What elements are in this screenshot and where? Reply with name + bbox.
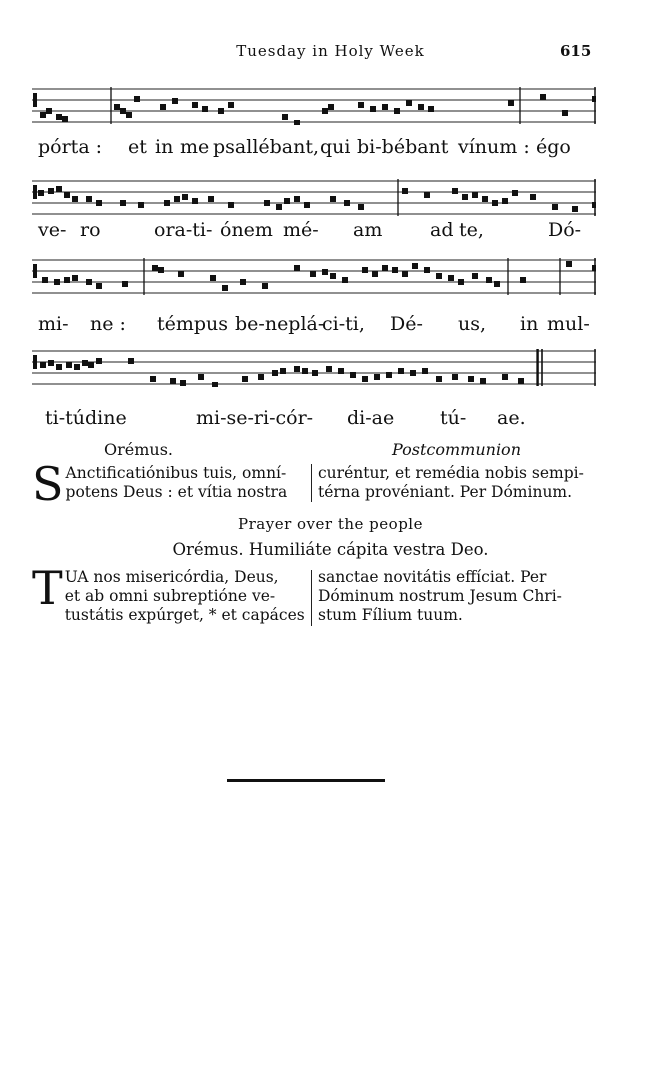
neume-note	[424, 192, 430, 198]
lyric-syllable: mi-se-ri-cór-	[196, 407, 314, 429]
neume-note	[294, 196, 300, 202]
neume-note	[172, 98, 178, 104]
lyric-syllable: di-ae	[347, 407, 395, 429]
neume-note	[182, 194, 188, 200]
neume-note	[566, 261, 572, 267]
neume-note	[96, 283, 102, 289]
neume-note	[56, 186, 62, 192]
chant-staff-2	[32, 177, 596, 217]
neume-note	[302, 368, 308, 374]
neume-note	[370, 106, 376, 112]
neume-note	[178, 271, 184, 277]
neume-note	[362, 267, 368, 273]
prayer-left-column	[32, 561, 306, 625]
neume-note	[276, 204, 282, 210]
text-line: térna provéniant. Per Dóminum.	[318, 483, 573, 501]
neume-note	[486, 277, 492, 283]
chant-lyrics-1	[0, 136, 661, 162]
neume-note	[46, 108, 52, 114]
neume-note	[150, 376, 156, 382]
lyric-syllable: Dó-	[548, 219, 582, 241]
neume-note	[242, 376, 248, 382]
neume-note	[436, 273, 442, 279]
neume-note	[202, 106, 208, 112]
lyric-syllable: ónem	[220, 219, 273, 241]
neume-note	[158, 267, 164, 273]
neume-note	[402, 271, 408, 277]
neume-note	[322, 108, 328, 114]
neume-note	[350, 372, 356, 378]
neume-note	[322, 269, 328, 275]
neume-note	[160, 104, 166, 110]
neume-note	[152, 265, 158, 271]
lyric-syllable: ora-ti-	[154, 219, 213, 241]
neume-note	[520, 277, 526, 283]
neume-note	[394, 108, 400, 114]
neume-note	[264, 200, 270, 206]
lyric-syllable: ro	[80, 219, 101, 241]
lyric-syllable: mul-	[547, 313, 590, 335]
neume-note	[228, 202, 234, 208]
column-divider	[311, 464, 312, 502]
lyric-syllable: pórta :	[38, 136, 103, 158]
postcommunion-right-column	[318, 464, 594, 502]
neume-note	[412, 263, 418, 269]
neume-note	[38, 190, 44, 196]
text-line: Dóminum nostrum Jesum Chri-	[318, 587, 562, 605]
neume-note	[472, 192, 478, 198]
oremus-label: Orémus.	[104, 440, 174, 459]
neume-note	[96, 200, 102, 206]
neume-note	[330, 196, 336, 202]
text-line: potens Deus : et vítia nostra	[65, 483, 288, 501]
neume-note	[328, 104, 334, 110]
neume-note	[338, 368, 344, 374]
chant-staff-3	[32, 256, 596, 296]
neume-note	[592, 202, 596, 208]
end-rule	[227, 779, 385, 782]
text-line: Anctificatiónibus tuis, omní-	[65, 464, 287, 482]
neume-note	[272, 370, 278, 376]
neume-note	[552, 204, 558, 210]
neume-note	[458, 279, 464, 285]
neume-note	[120, 108, 126, 114]
neume-note	[48, 188, 54, 194]
neume-note	[218, 108, 224, 114]
neume-note	[82, 360, 88, 366]
neume-note	[304, 202, 310, 208]
neume-note	[74, 364, 80, 370]
postcommunion-left-column	[32, 457, 306, 511]
neume-note	[382, 104, 388, 110]
neume-note	[480, 378, 486, 384]
neume-note	[330, 273, 336, 279]
prayer-right-column	[318, 568, 594, 625]
neume-note	[72, 196, 78, 202]
neume-note	[114, 104, 120, 110]
lyric-syllable: et	[128, 136, 147, 158]
neume-note	[310, 271, 316, 277]
lyric-syllable: qui	[320, 136, 351, 158]
neume-note	[342, 277, 348, 283]
lyric-syllable: ad	[430, 219, 454, 241]
neume-note	[62, 116, 68, 122]
lyric-syllable: mé-	[283, 219, 319, 241]
neume-note	[126, 112, 132, 118]
neume-note	[228, 102, 234, 108]
lyric-syllable: Dé-	[390, 313, 423, 335]
neume-note	[134, 96, 140, 102]
lyric-syllable: in	[155, 136, 174, 158]
neume-note	[48, 360, 54, 366]
neume-note	[372, 271, 378, 277]
neume-note	[326, 366, 332, 372]
clef-icon	[33, 355, 37, 369]
clef-icon	[33, 185, 37, 199]
neume-note	[66, 362, 72, 368]
lyric-syllable: be-neplá-	[235, 313, 325, 335]
neume-note	[96, 358, 102, 364]
lyric-syllable: mi-	[38, 313, 69, 335]
neume-note	[562, 110, 568, 116]
neume-note	[362, 376, 368, 382]
neume-note	[410, 370, 416, 376]
neume-note	[64, 277, 70, 283]
neume-note	[54, 279, 60, 285]
lyric-syllable: tú-	[440, 407, 467, 429]
lyric-syllable: vínum :	[458, 136, 530, 158]
clef-icon	[33, 264, 37, 278]
neume-note	[374, 374, 380, 380]
clef-icon	[33, 93, 37, 107]
lyric-syllable: bi-bébant	[357, 136, 449, 158]
neume-note	[540, 94, 546, 100]
neume-note	[210, 275, 216, 281]
lyric-syllable: ci-ti,	[322, 313, 365, 335]
lyric-syllable: égo	[536, 136, 571, 158]
neume-note	[294, 265, 300, 271]
neume-note	[42, 277, 48, 283]
column-divider	[311, 570, 312, 626]
neume-note	[138, 202, 144, 208]
neume-note	[240, 279, 246, 285]
neume-note	[88, 362, 94, 368]
neume-note	[422, 368, 428, 374]
text-line: stum Fílium tuum.	[318, 606, 463, 624]
neume-note	[418, 104, 424, 110]
neume-note	[492, 200, 498, 206]
neume-note	[386, 372, 392, 378]
neume-note	[128, 358, 134, 364]
neume-note	[530, 194, 536, 200]
neume-note	[468, 376, 474, 382]
neume-note	[358, 204, 364, 210]
text-line: et ab omni subreptióne ve-	[64, 587, 276, 605]
neume-note	[502, 198, 508, 204]
prayer-heading: Prayer over the people	[238, 515, 423, 533]
text-line: UA nos misericórdia, Deus,	[64, 568, 279, 586]
lyric-syllable: us,	[458, 313, 487, 335]
neume-note	[402, 188, 408, 194]
neume-note	[120, 200, 126, 206]
lyric-syllable: ti-túdine	[45, 407, 127, 429]
page-number: 615	[560, 42, 592, 60]
neume-note	[164, 200, 170, 206]
chant-lyrics-3	[0, 313, 661, 339]
neume-note	[436, 376, 442, 382]
neume-note	[572, 206, 578, 212]
text-line: sanctae novitátis effíciat. Per	[318, 568, 547, 586]
neume-note	[40, 362, 46, 368]
neume-note	[452, 374, 458, 380]
neume-note	[472, 273, 478, 279]
chant-lyrics-2	[0, 219, 661, 245]
neume-note	[284, 198, 290, 204]
neume-note	[482, 196, 488, 202]
neume-note	[72, 275, 78, 281]
neume-note	[406, 100, 412, 106]
neume-note	[40, 112, 46, 118]
neume-note	[174, 196, 180, 202]
text-line: tustátis expúrget, * et capáces	[64, 606, 305, 624]
neume-note	[64, 192, 70, 198]
neume-note	[448, 275, 454, 281]
neume-note	[312, 370, 318, 376]
neume-note	[56, 114, 62, 120]
neume-note	[208, 196, 214, 202]
neume-note	[294, 120, 300, 125]
neume-note	[180, 380, 186, 386]
neume-note	[592, 96, 596, 102]
neume-note	[518, 378, 524, 384]
lyric-syllable: te,	[459, 219, 484, 241]
neume-note	[508, 100, 514, 106]
lyric-syllable: me	[180, 136, 210, 158]
chant-staff-4	[32, 347, 596, 387]
neume-note	[294, 366, 300, 372]
neume-note	[512, 190, 518, 196]
neume-note	[86, 279, 92, 285]
neume-note	[392, 267, 398, 273]
neume-note	[86, 196, 92, 202]
neume-note	[382, 265, 388, 271]
chant-staff-1	[32, 85, 596, 125]
neume-note	[122, 281, 128, 287]
neume-note	[192, 198, 198, 204]
lyric-syllable: in	[520, 313, 539, 335]
lyric-syllable: ve-	[38, 219, 67, 241]
neume-note	[344, 200, 350, 206]
neume-note	[262, 283, 268, 289]
neume-note	[494, 281, 500, 287]
running-header: Tuesday in Holy Week	[236, 42, 425, 60]
neume-note	[462, 194, 468, 200]
neume-note	[170, 378, 176, 384]
neume-note	[398, 368, 404, 374]
neume-note	[452, 188, 458, 194]
dropcap-s: S	[32, 457, 64, 511]
dropcap-t: T	[32, 561, 63, 615]
lyric-syllable: ae.	[497, 407, 526, 429]
neume-note	[222, 285, 228, 291]
lyric-syllable: psallébant,	[213, 136, 320, 158]
neume-note	[212, 382, 218, 387]
neume-note	[428, 106, 434, 112]
neume-note	[592, 265, 596, 271]
neume-note	[424, 267, 430, 273]
text-line: curéntur, et remédia nobis sempi-	[318, 464, 584, 482]
lyric-syllable: am	[353, 219, 383, 241]
lyric-syllable: ne :	[90, 313, 126, 335]
neume-note	[282, 114, 288, 120]
neume-note	[192, 102, 198, 108]
neume-note	[358, 102, 364, 108]
postcommunion-heading: Postcommunion	[392, 440, 521, 459]
neume-note	[198, 374, 204, 380]
neume-note	[56, 364, 62, 370]
lyric-syllable: témpus	[157, 313, 229, 335]
neume-note	[280, 368, 286, 374]
chant-lyrics-4	[0, 407, 661, 433]
prayer-oremus: Orémus. Humiliáte cápita vestra Deo.	[172, 540, 489, 559]
neume-note	[502, 374, 508, 380]
neume-note	[258, 374, 264, 380]
